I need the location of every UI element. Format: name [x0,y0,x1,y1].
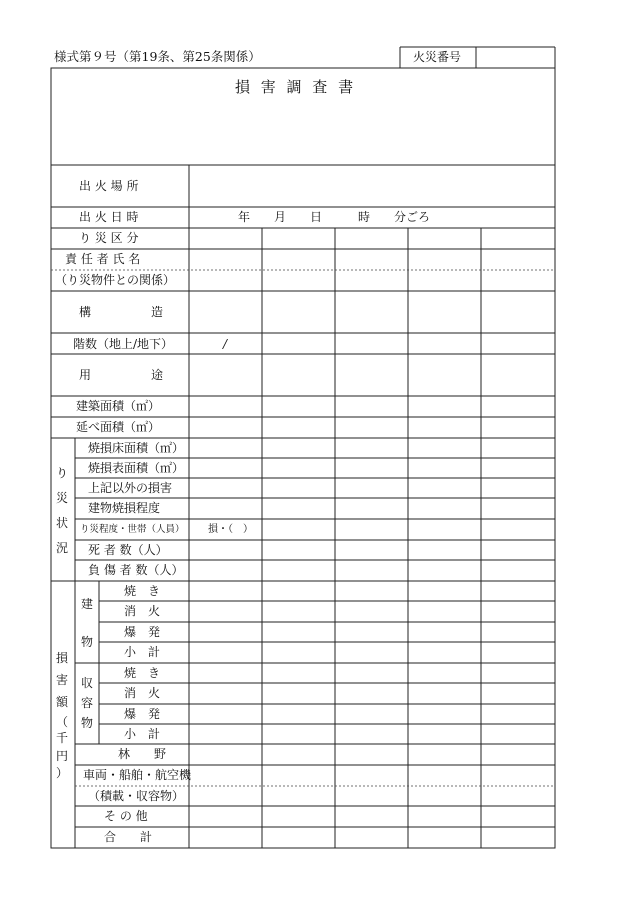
damage-group-char-5: 千 [56,731,69,745]
building-group-char-2: 物 [81,635,94,649]
damage-group-char-3: 額 [56,695,69,709]
label-injured: 負 傷 者 数（人） [88,563,184,577]
contents-group-char-3: 物 [81,716,94,730]
label-burned-floor-area: 焼損床面積（㎡） [88,441,185,455]
label-contents-extinguish: 消 火 [124,686,161,700]
label-usage-a: 用 [79,368,92,382]
label-disaster-degree-households: り災程度・世帯（人員） [80,524,185,535]
label-vehicles: 車両・船舶・航空機 [83,768,192,782]
page-title: 損 害 調 査 書 [235,78,357,96]
label-outbreak-place: 出 火 場 所 [79,179,139,193]
label-structure-b: 造 [151,305,164,319]
label-building-area: 建築面積（㎡） [76,399,161,413]
status-group-char-2: 災 [56,491,69,505]
label-dead: 死 者 数（人） [88,543,168,557]
label-disaster-category: り 災 区 分 [79,231,139,245]
floors-slash: / [223,337,228,351]
households-value: 損・（ ） [208,524,253,535]
label-structure-a: 構 [79,305,92,319]
label-cargo: （積載・収容物） [88,789,185,803]
label-contents-burn: 焼 き [124,666,161,680]
label-building-extinguish: 消 火 [124,604,161,618]
fire-number-label: 火災番号 [413,50,462,64]
label-relation: （り災物件との関係） [55,273,176,287]
label-outbreak-datetime: 出 火 日 時 [79,210,139,224]
label-building-burn-degree: 建物焼損程度 [88,501,161,515]
label-building-subtotal: 小 計 [124,645,161,659]
datetime-value: 年 月 日 時 分ごろ [238,210,431,224]
damage-group-char-4: （ [56,715,69,729]
status-group-char-1: り [56,466,69,480]
contents-group-char-1: 収 [81,676,94,690]
status-group-char-4: 況 [56,541,69,555]
label-building-burn: 焼 き [124,584,161,598]
damage-group-char-1: 損 [56,651,69,665]
form-number: 様式第９号（第19条、第25条関係） [54,49,261,64]
damage-group-char-2: 害 [56,673,69,687]
label-building-explosion: 爆 発 [124,625,161,639]
label-total-floor-area: 延べ面積（㎡） [76,420,161,434]
damage-group-char-7: ） [56,766,69,780]
damage-group-char-6: 円 [56,749,69,763]
label-other-damage: 上記以外の損害 [88,481,173,495]
label-contents-explosion: 爆 発 [124,707,161,721]
status-group-char-3: 状 [56,516,69,530]
label-burned-surface-area: 焼損表面積（㎡） [88,461,185,475]
label-forest: 林 野 [118,747,167,761]
contents-group-char-2: 容 [81,696,94,710]
label-responsible-name: 責 任 者 氏 名 [65,252,141,266]
label-usage-b: 途 [151,368,164,382]
building-group-char-1: 建 [81,597,94,611]
label-contents-subtotal: 小 計 [124,727,161,741]
label-other: そ の 他 [104,809,148,823]
label-total: 合 計 [104,830,153,844]
label-floors: 階数（地上/地下） [73,337,174,351]
